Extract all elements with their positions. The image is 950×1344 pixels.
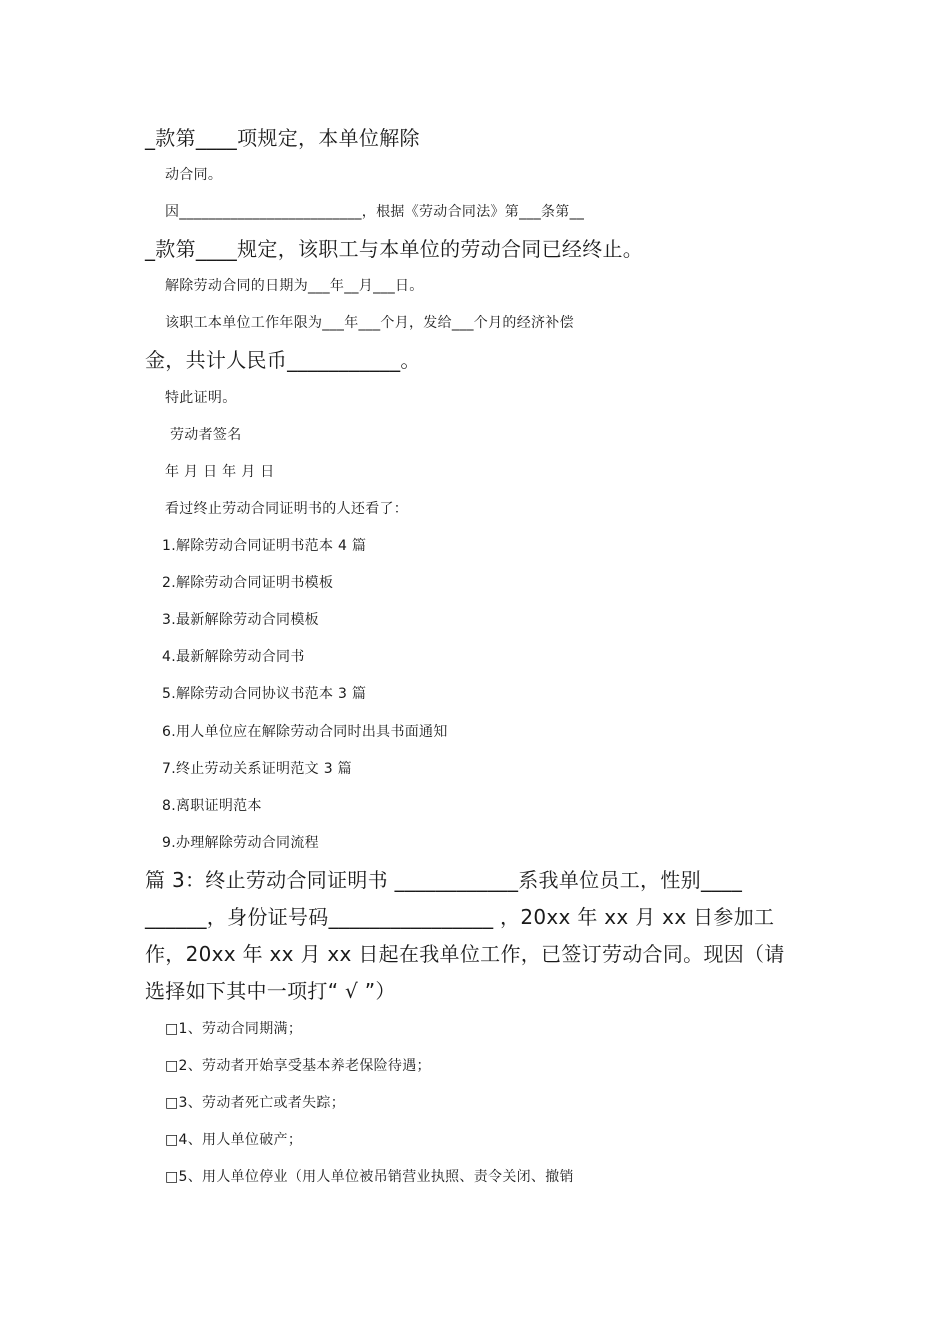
checkbox-item: □2、劳动者开始享受基本养老保险待遇； [165, 1058, 431, 1074]
text-line: 解除劳动合同的日期为___年__月___日。 [165, 278, 424, 294]
text-line: 金，共计人民币___________。 [145, 348, 421, 372]
text-line: 选择如下其中一项打“ √ ”） [145, 979, 396, 1003]
text-line: 作，20xx 年 xx 月 xx 日起在我单位工作，已签订劳动合同。现因（请 [145, 942, 785, 966]
list-item: 3.最新解除劳动合同模板 [162, 612, 319, 628]
text-line: 年 月 日 年 月 日 [165, 464, 275, 480]
text-line: 特此证明。 [165, 390, 237, 406]
checkbox-item: □1、劳动合同期满； [165, 1021, 303, 1037]
text-line: 看过终止劳动合同证明书的人还看了： [165, 501, 409, 517]
section-heading: 篇 3：终止劳动合同证明书 ____________系我单位员工，性别____ [145, 868, 743, 892]
list-item: 9.办理解除劳动合同流程 [162, 835, 319, 851]
checkbox-item: □4、用人单位破产； [165, 1132, 303, 1148]
list-item: 8.离职证明范本 [162, 798, 262, 814]
text-line: _款第____规定，该职工与本单位的劳动合同已经终止。 [145, 237, 644, 261]
list-item: 6.用人单位应在解除劳动合同时出具书面通知 [162, 724, 448, 740]
list-item: 7.终止劳动关系证明范文 3 篇 [162, 761, 352, 777]
text-line: 动合同。 [165, 167, 223, 183]
text-line: ______，身份证号码________________ ，20xx 年 xx 月 xx 日参加工 [145, 905, 775, 929]
text-line: 该职工本单位工作年限为___年___个月，发给___个月的经济补偿 [165, 315, 574, 331]
text-line: 劳动者签名 [170, 427, 242, 443]
list-item: 1.解除劳动合同证明书范本 4 篇 [162, 538, 367, 554]
text-line: _款第____项规定，本单位解除 [145, 126, 420, 150]
list-item: 2.解除劳动合同证明书模板 [162, 575, 334, 591]
list-item: 5.解除劳动合同协议书范本 3 篇 [162, 686, 367, 702]
checkbox-item: □3、劳动者死亡或者失踪； [165, 1095, 346, 1111]
text-line: 因_________________________，根据《劳动合同法》第___条第__ [165, 204, 585, 220]
list-item: 4.最新解除劳动合同书 [162, 649, 305, 665]
checkbox-item: □5、用人单位停业（用人单位被吊销营业执照、责令关闭、撤销 [165, 1169, 574, 1185]
